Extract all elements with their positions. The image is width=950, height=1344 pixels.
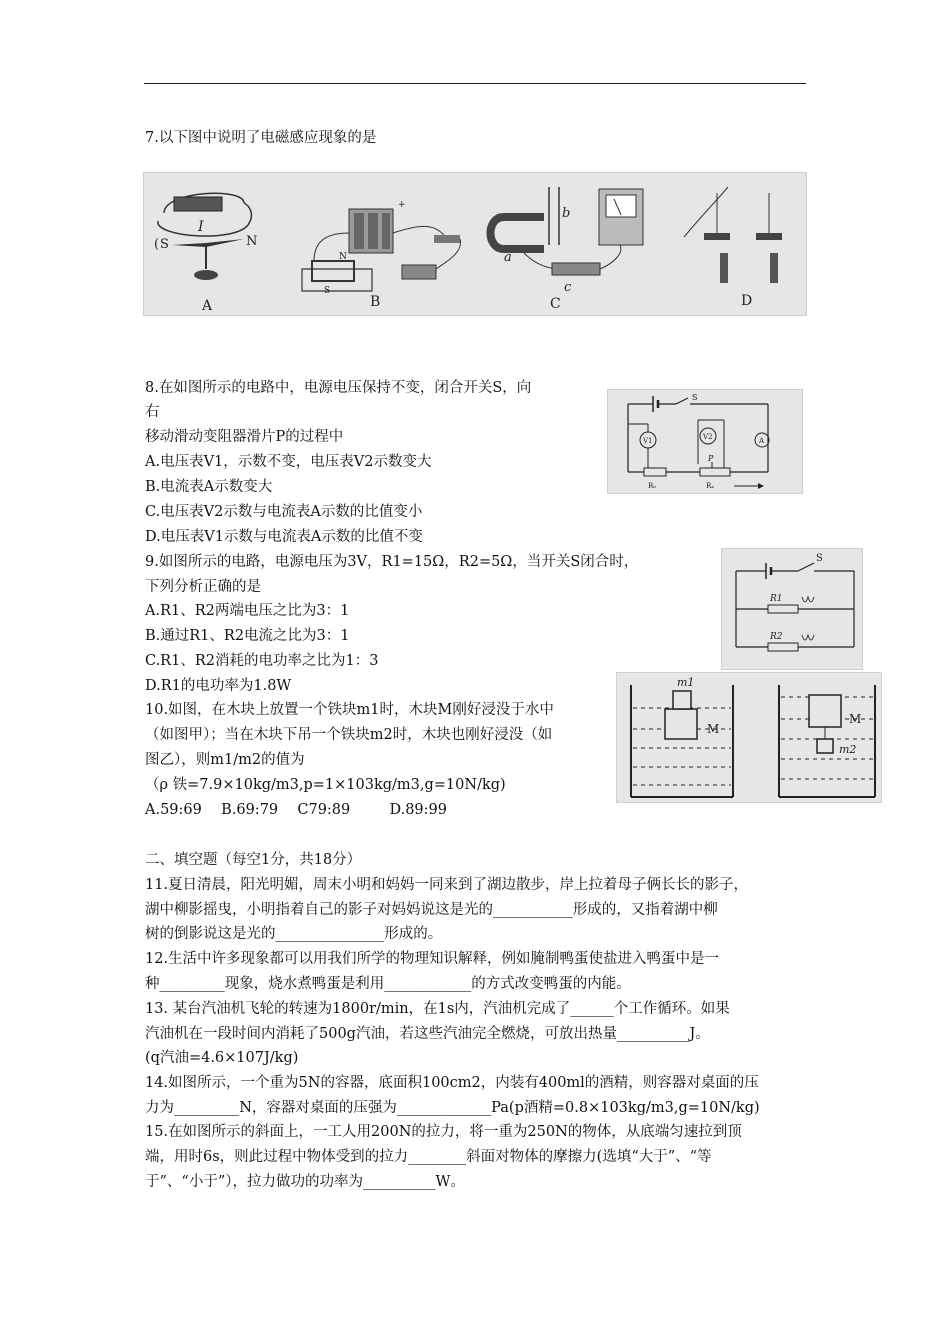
q13-line-1: 汽油机在一段时间内消耗了500g汽油，若这些汽油完全燃烧，可放出热量__________J。 [145,1026,710,1042]
q9-switch-label: S [816,553,823,564]
q11-line-2: 树的倒影说这是光的_______________形成的。 [145,926,443,942]
q8-slider-label: P [708,454,714,463]
q9-r1-label: R1 [770,594,783,604]
q11-line-0: 11.夏日清晨，阳光明媚，周末小明和妈妈一同来到了湖边散步，岸上拉着母子俩长长的影子， [145,877,749,893]
q7-fig-c-a: a [504,250,512,265]
q7-fig-a-current: I [198,219,204,235]
svg-text:S: S [324,286,331,296]
q10-m2-label: m2 [839,743,857,756]
q8-line-1: 右 [145,404,160,420]
q13-line-0: 13. 某台汽油机飞轮的转速为1800r/min，在1s内，汽油机完成了______个工作循环。如果 [145,1001,730,1017]
q7-fig-b [302,200,461,310]
q8-option-a: A.电压表V1，示数不变，电压表V2示数变大 [145,454,432,470]
q15-line-0: 15.在如图所示的斜面上，一工人用200N的拉力，将一重为250N的物体，从底端匀速拉到顶 [145,1124,742,1140]
q8-option-d: D.电压表V1示数与电流表A示数的比值不变 [145,529,423,545]
q9-option-c: C.R1、R2消耗的电功率之比为1：3 [145,653,379,669]
q8-circuit-figure [607,389,803,494]
q7-fig-c [491,187,644,312]
q8-v1-label: V1 [643,437,653,445]
q10-line-3: （ρ 铁=7.9×10kg/m3,p=1×103kg/m3,g=10N/kg) [145,777,506,793]
q10-buoyancy-figure [616,672,882,803]
q7-fig-label-a: A [202,298,213,314]
q7-fig-label-c: C [550,296,561,312]
q10-line-0: 10.如图，在木块上放置一个铁块m1时，木块M刚好浸没于水中 [145,702,554,718]
q7-fig-label-b: B [370,294,381,310]
q8-line-0: 8.在如图所示的电路中，电源电压保持不变，闭合开关S，向 [145,380,532,396]
header-rule [144,83,806,84]
q10-option-a: A.59:69 [145,802,202,818]
q15-line-2: 于”、“小于”），拉力做功的功率为__________W。 [145,1174,465,1190]
q10-block-left-label: M [707,722,720,736]
q14-line-1: 力为_________N，容器对桌面的压强为_____________Pa(p酒精=0.8×103kg/m3,g=10N/kg) [145,1100,760,1116]
q7-stem: 7.以下图中说明了电磁感应现象的是 [145,130,377,146]
q7-fig-a-s: S [160,237,169,252]
q12-line-0: 12.生活中许多现象都可以用我们所学的物理知识解释，例如腌制鸭蛋使盐进入鸭蛋中是一 [145,951,720,967]
q8-switch-label: S [692,393,698,402]
q9-line-1: 下列分析正确的是 [145,579,261,595]
q10-option-d: D.89:99 [389,802,447,818]
q8-ammeter-label: A [759,437,765,445]
q9-option-b: B.通过R1、R2电流之比为3：1 [145,628,350,644]
q10-line-2: 图乙），则m1/m2的值为 [145,752,305,768]
q8-r0-label: R₀ [648,482,657,490]
q13-line-2: (q汽油=4.6×107J/kg) [145,1050,299,1066]
q10-m1-label: m1 [677,676,695,689]
q10-option-b: B.69:79 [221,802,279,818]
svg-text:+: + [398,200,406,210]
q7-fig-c-b: b [562,206,571,221]
q10-block-right-label: M [849,712,862,726]
q7-fig-a [154,193,257,314]
q7-figure [143,172,807,316]
svg-text:(: ( [154,237,160,252]
svg-text:N: N [339,252,347,262]
q10-line-1: （如图甲）；当在木块下吊一个铁块m2时，木块也刚好浸没（如 [145,727,553,743]
q12-line-1: 种_________现象，烧水煮鸭蛋是利用____________的方式改变鸭蛋的内能。 [145,976,631,992]
q7-fig-d [684,187,782,309]
section2-heading: 二、填空题（每空1分，共18分） [145,852,362,868]
q9-option-a: A.R1、R2两端电压之比为3：1 [145,603,350,619]
q9-circuit-figure [721,548,863,670]
q11-line-1: 湖中柳影摇曳，小明指着自己的影子对妈妈说这是光的___________形成的，又指着湖中柳 [145,902,718,918]
q8-rx-label: Rₓ [706,482,715,490]
q7-fig-a-n: N [246,234,258,249]
q7-fig-label-d: D [741,293,753,309]
q9-option-d: D.R1的电功率为1.8W [145,678,292,694]
q7-fig-c-c: c [564,280,572,295]
q8-option-c: C.电压表V2示数与电流表A示数的比值变小 [145,504,423,520]
q14-line-0: 14.如图所示，一个重为5N的容器，底面积100cm2，内装有400ml的酒精，则容器对桌面的压 [145,1075,759,1091]
q10-options [145,800,447,820]
q8-option-b: B.电流表A示数变大 [145,479,273,495]
q9-line-0: 9.如图所示的电路，电源电压为3V，R1=15Ω，R2=5Ω，当开关S闭合时， [145,554,639,570]
q15-line-1: 端，用时6s，则此过程中物体受到的拉力________斜面对物体的摩擦力(选填“大于”、“等 [145,1149,712,1165]
q8-line-2: 移动滑动变阻器滑片P的过程中 [145,429,344,445]
q8-v2-label: V2 [703,433,713,441]
q9-r2-label: R2 [770,632,783,642]
q10-option-c: C79:89 [297,802,351,818]
